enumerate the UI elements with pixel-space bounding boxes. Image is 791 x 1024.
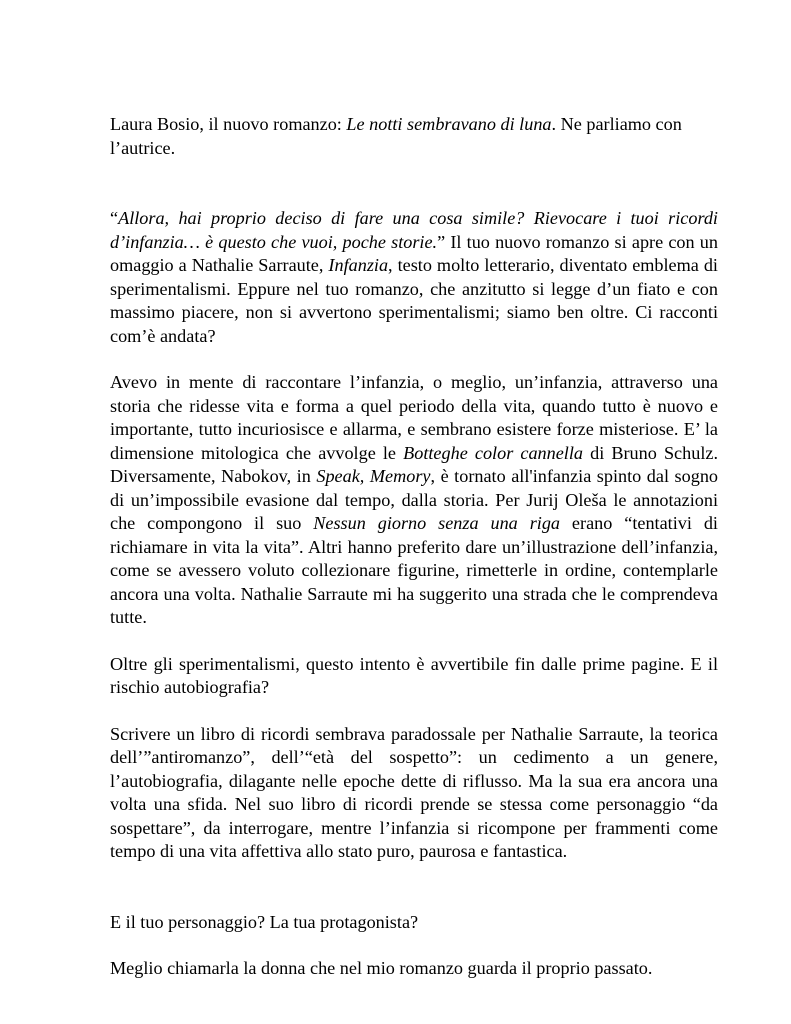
question-1-text: ” Il tuo nuovo romanzo si apre con un omaggio a Nathalie Sarraute, bbox=[110, 231, 718, 275]
book-title-nessun-giorno: Nessun giorno senza una riga bbox=[313, 513, 561, 533]
book-title-botteghe: Botteghe color cannella bbox=[403, 442, 583, 463]
intro-text-end: . Ne parliamo con l’autrice. bbox=[110, 114, 682, 158]
answer-1-text-c: , è tornato all'infanzia spinto dal sogno di un’impossibile evasione dal tempo, dalla storia. Per Jurij Oleša le annotazioni che compongono il suo bbox=[110, 466, 719, 533]
intro-paragraph bbox=[110, 113, 718, 160]
answer-1-text-d: erano “tentativi di richiamare in vita la vita”. Altri hanno preferito dare un’illustrazione dell’infanzia, come se avessero voluto collezionare figurine, rimetterle in ordine, contemplarle ancora una volta. Nathalie Sarraute mi ha suggerito una strada che le comprendeva tutte. bbox=[110, 513, 718, 627]
answer-3: Meglio chiamarla la donna che nel mio romanzo guarda il proprio passato. bbox=[110, 958, 653, 978]
question-3: E il tuo personaggio? La tua protagonista? bbox=[110, 911, 419, 932]
question-1-text-end: , testo molto letterario, diventato emblema di sperimentalismi. Eppure nel tuo romanzo, che anzitutto si legge d’un fiato e con massimo piacere, non si avvertono sperimentalismi; siamo ben oltre. Ci racconti com’è andata? bbox=[110, 255, 718, 346]
answer-1-text-a: Avevo in mente di raccontare l’infanzia, o meglio, un’infanzia, attraverso una storia che ridesse vita e forma a quel periodo della vita, quando tutto è nuovo e importante, tutto incuriosisce e allarma, e sembrano esistere forze misteriose. E’ la dimensione mitologica che avvolge le bbox=[110, 372, 718, 463]
intro-text: Laura Bosio, il nuovo romanzo: bbox=[110, 114, 347, 134]
answer-1 bbox=[110, 371, 718, 630]
document-page bbox=[110, 113, 718, 981]
novel-title: Le notti sembravano di luna bbox=[346, 114, 552, 134]
open-quote: “ bbox=[110, 208, 119, 228]
sarraute-quote: Allora, hai proprio deciso di fare una cosa simile? Rievocare i tuoi ricordi d’infanzia… è questo che vuoi, poche storie. bbox=[110, 208, 718, 252]
answer-2: Scrivere un libro di ricordi sembrava paradossale per Nathalie Sarraute, la teorica dell’”antiromanzo”, dell’“età del sospetto”: un cedimento a un genere, l’autobiografia, dilagante nelle epoche dette di riflusso. Ma la sua era ancora una volta una sfida. Nel suo libro di ricordi prende se stessa come personaggio “da sospettare”, da interrogare, mentre l’infanzia si ricompone per frammenti come tempo di una vita affettiva allo stato puro, paurosa e fantastica. bbox=[110, 723, 718, 861]
question-2: Oltre gli sperimentalismi, questo intento è avvertibile fin dalle prime pagine. E il rischio autobiografia? bbox=[110, 653, 718, 697]
book-title-infanzia: Infanzia bbox=[328, 255, 389, 275]
answer-1-text-b: di Bruno Schulz. Diversamente, Nabokov, in bbox=[110, 442, 718, 486]
book-title-speak-memory: Speak, Memory bbox=[316, 466, 431, 486]
question-1 bbox=[110, 207, 718, 348]
